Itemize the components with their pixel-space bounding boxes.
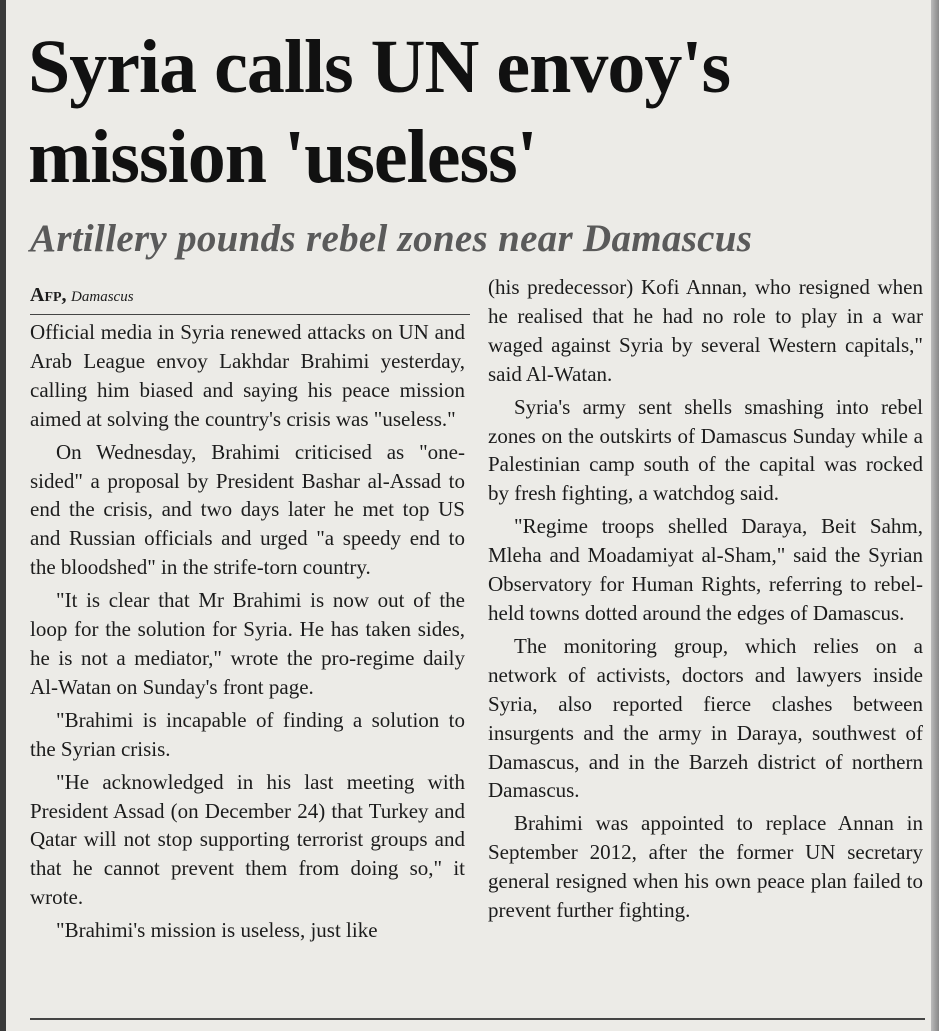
paragraph: Syria's army sent shells smashing into rebel zones on the outskirts of Damascus Sunday while a Palestinian camp south of the capital was rocked by fresh fighting, a watchdog said. xyxy=(488,394,923,506)
byline-place: Damascus xyxy=(71,289,134,305)
paragraph: "It is clear that Mr Brahimi is now out of the loop for the solution for Syria. He has taken sides, he is not a mediator," wrote the pro-regime daily Al-Watan on Sunday's front page. xyxy=(30,588,465,699)
paragraph: "Brahimi is incapable of finding a solution to the Syrian crisis. xyxy=(30,707,465,761)
paragraph: Official media in Syria renewed attacks on UN and Arab League envoy Lakhdar Brahimi yesterday, calling him biased and saying his peace mission aimed at solving the country's crisis was "useless." xyxy=(30,320,465,431)
left-column-rule xyxy=(0,0,6,1031)
right-page-edge xyxy=(931,0,939,1031)
paragraph: (his predecessor) Kofi Annan, who resigned when he realised that he had no role to play in a war waged against Syria by several Western capitals," said Al-Watan. xyxy=(488,275,923,386)
paragraph: "He acknowledged in his last meeting with President Assad (on December 24) that Turkey and Qatar will not stop supporting terrorist groups and that he cannot prevent them from doing so," it wrote. xyxy=(30,769,465,910)
subheadline: Artillery pounds rebel zones near Damascus xyxy=(30,217,753,260)
paragraph: "Regime troops shelled Daraya, Beit Sahm, Mleha and Moadamiyat al-Sham," said the Syrian Observatory for Human Rights, referring to rebel-held towns dotted around the edges of Damascus. xyxy=(488,514,923,625)
paragraph: Brahimi was appointed to replace Annan in September 2012, after the former UN secretary general resigned when his own peace plan failed to prevent further fighting. xyxy=(488,811,923,923)
byline-agency: Afp, xyxy=(30,284,67,306)
paragraph: On Wednesday, Brahimi criticised as "one-sided" a proposal by President Bashar al-Assad to end the crisis, and two days later he met top US and Russian officials and urged "a speedy end to the bloodshed" in the strife-torn country. xyxy=(30,439,465,580)
paragraph: The monitoring group, which relies on a network of activists, doctors and lawyers inside Syria, also reported fierce clashes between insurgents and the army in Daraya, southwest of Damascus, and in the Barzeh district of northern Damascus. xyxy=(488,633,923,803)
bottom-rule xyxy=(30,1018,925,1020)
paragraph: "Brahimi's mission is useless, just like xyxy=(56,918,378,943)
headline: Syria calls UN envoy's mission 'useless' xyxy=(28,25,731,199)
byline xyxy=(30,284,470,315)
article-column-right xyxy=(488,273,923,1013)
article-column-left xyxy=(30,318,465,1008)
